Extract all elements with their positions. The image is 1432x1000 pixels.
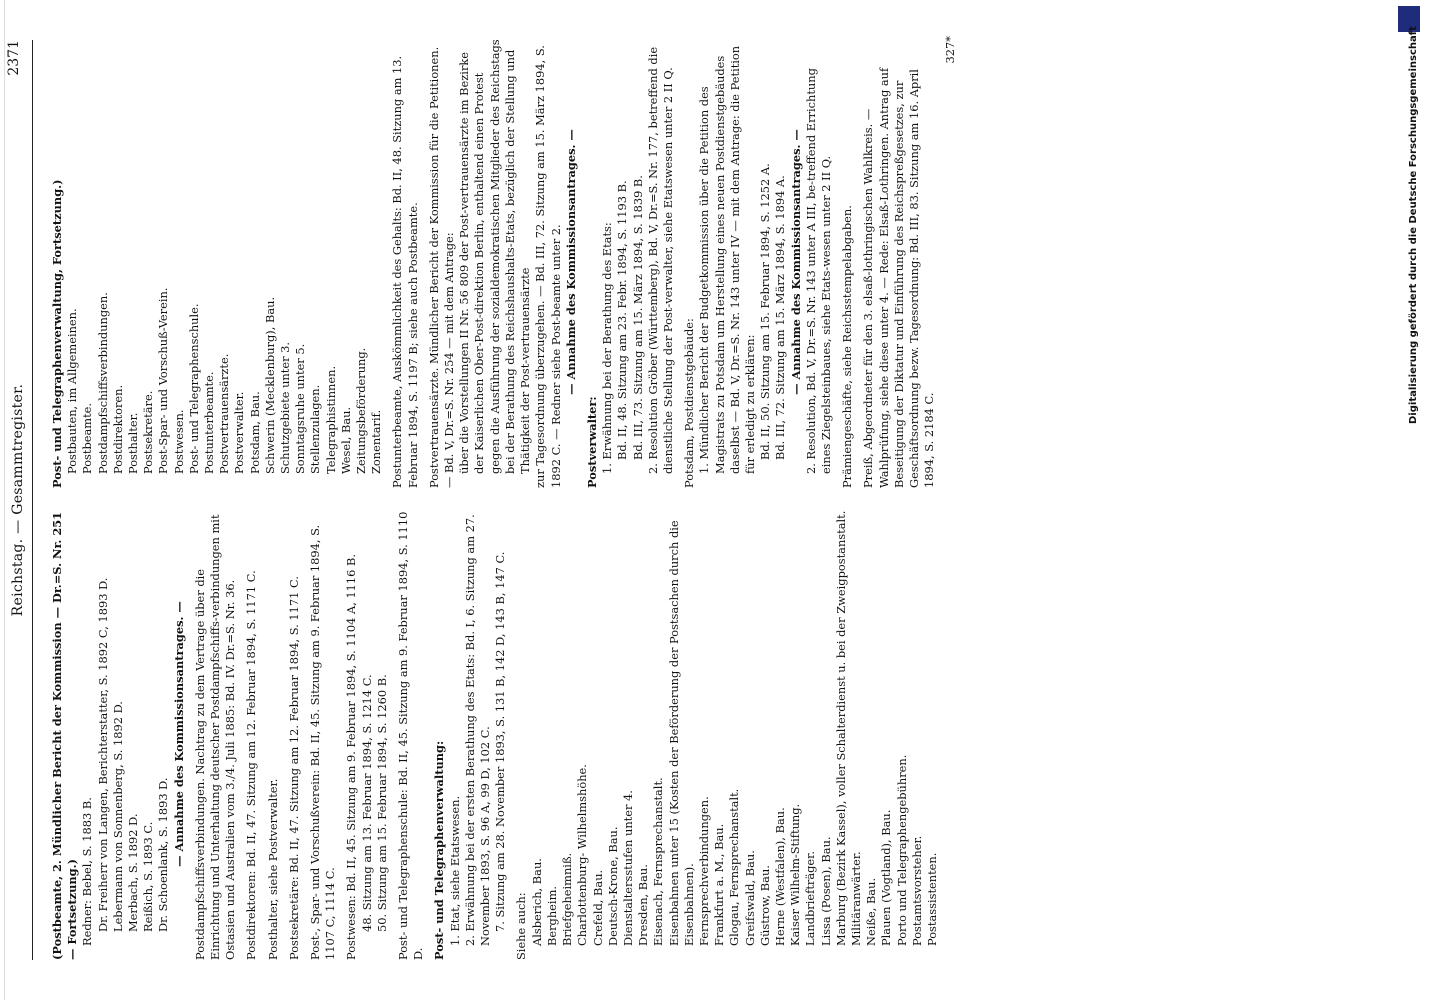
list-item: Posthalter.: [126, 412, 141, 474]
list-item: Lissa (Posen), Bau.: [818, 836, 833, 946]
list-item: Marburg (Bezirk Kassel), voller Schalterdienst u. bei der Zweigpostanstalt.: [833, 510, 848, 946]
text-line: Bd. III, 72. Sitzung am 15. März 1894, S. 1894 A.: [773, 175, 788, 460]
list-item: Fernsprechverbindungen.: [696, 796, 711, 946]
digitization-notice: [1398, 6, 1418, 426]
list-item: Stellenzulagen.: [308, 384, 323, 474]
text-line: Bd. III, 73. Sitzung am 15. März 1894, S. 1839 B.: [630, 175, 645, 460]
entry-verwaltung: [432, 508, 508, 960]
text-line: über die Vorstellungen II Nr. 56 809 der Post-vertrauensärzte im Bezirke der Kaiserlichen Ober-Post-direktion Berlin, enthaltend einen Protest gegen die Ausführung der sozialdemokratischen Mitglieder des Reichstags bei der Berathung des Reichshaushalts-Etats, bezüglich der Stellung und Thätigkeit der Post-vertrauensärzte: [457, 39, 533, 474]
list-item: Postbeamte.: [80, 402, 95, 474]
left-column: [50, 508, 946, 960]
entry-postbeamte-cont: [50, 508, 187, 960]
text-line: Post- und Telegraphenverwaltung:: [432, 740, 447, 960]
text-line: Post- und Telegraphenverwaltung, Fortsetzung.): [50, 179, 64, 488]
list-item: Potsdam, Bau.: [247, 391, 262, 474]
text-line: 50. Sitzung am 15. Februar 1894, S. 1260 B.: [374, 674, 389, 932]
list-item: Deutsch-Krone, Bau.: [605, 826, 620, 946]
entry: Posthalter, siehe Postverwalter.: [265, 778, 280, 960]
page-number: 2371: [6, 40, 22, 76]
text-line: 1. Mündlicher Bericht der Budgetkommission über die Petition des Magistrats zu Potsdam um Herstellung eines neuen Postdienstgebäudes daselbst — Bd. V, Dr.=S. Nr. 143 unter IV — mit dem Antrage: die Petition für erledigt zu erklären:: [697, 45, 757, 474]
text-line: Dr. Schoenlank, S. 1893 D.: [156, 777, 171, 932]
entry-potsdam: [682, 36, 834, 488]
list-item: Alsberich, Bau.: [529, 858, 544, 946]
list-item: Glogau, Fernsprechanstalt.: [727, 788, 742, 946]
list-item: Dresden, Bau.: [636, 864, 651, 946]
list-item: Zeitungsbeförderung.: [354, 347, 369, 474]
text-line: Merbach, S. 1892 D.: [126, 813, 141, 932]
list-item: Sonntagsruhe unter 5.: [293, 343, 308, 474]
text-line: Postvertrauensärzte. Mündlicher Bericht der Kommission für die Petitionen. — Bd. V, Dr.=S. Nr. 254 — mit dem Antrage:: [426, 46, 457, 488]
list-item: Postdirektoren.: [110, 384, 125, 474]
entry: Postdampfschiffsverbindungen. Nachtrag zu dem Vertrage über die Einrichtung und Unterhaltung deutscher Postdampfschiffs-verbindungen mit Ostasien und Australien vom 3./4. Juli 1885: Bd. IV. Dr.=S. Nr. 36.: [192, 514, 238, 960]
list-item: Eisenach, Fernsprechanstalt.: [651, 777, 666, 946]
text-line: 2. Erwähnung bei der ersten Berathung des Etats: Bd. I, 6. Sitzung am 27. November 1893, S. 96 A, 99 D, 102 C.: [462, 514, 493, 946]
text-line: Redner: Bebel, S. 1883 B.: [80, 797, 95, 946]
see-also-list: [514, 508, 940, 960]
text-line: 2. Resolution, Bd. V, Dr.=S. Nr. 143 unter A III, be-treffend Errichtung eines Ziegelsteinbaues, siehe Etats-wesen unter 2 II Q.: [803, 68, 833, 474]
digitization-text: Digitalisierung gefördert durch die Deutsche Forschungsgemeinschaft: [1408, 26, 1419, 424]
text-line: Bd. II, 48. Sitzung am 23. Febr. 1894, S. 1193 B.: [615, 180, 630, 460]
entry-preiss: Preiß, Abgeordneter für den 3. elsaß-lothringischen Wahlkreis. — Wahlprüfung, siehe diese unter 4. — Rede: Elsaß-Lothringen. Antrag auf Beseitigung der Diktatur und Einführung des Reichspreßgesetzes, zur Geschäftsordnung bezw. Tagesordnung: Bd. III, 83. Sitzung am 16. April 1894, S. 2184 C.: [861, 67, 937, 488]
list-item: Postassistenten.: [924, 852, 939, 946]
list-item: Briefgeheimniß.: [560, 852, 575, 946]
text-line: — Annahme des Kommissionsantrages. —: [563, 129, 578, 395]
right-column: [50, 36, 959, 488]
list-item: Neiße, Bau.: [864, 877, 879, 946]
entry: Postdirektoren: Bd. II, 47. Sitzung am 12. Februar 1894, S. 1171 C.: [244, 570, 259, 960]
list-item: Schutzgebiete unter 3.: [278, 341, 293, 474]
list-item: Plauen (Vogtland), Bau.: [879, 809, 894, 946]
list-item: Post-Spar- und Vorschuß-Verein.: [156, 287, 171, 474]
list-item: Landbriefträger.: [803, 851, 818, 946]
list-item: Postdampfschiffsverbindungen.: [95, 292, 110, 474]
list-item: Greifswald, Bau.: [742, 850, 757, 946]
text-line: Postverwalter:: [584, 396, 599, 488]
list-item: Crefeld, Bau.: [590, 869, 605, 946]
list-item: Porto und Telegraphengebühren.: [894, 754, 909, 946]
text-line: (Postbeamte, 2. Mündlicher Bericht der Kommission — Dr.=S. Nr. 251 — Fortsetzung.): [50, 511, 80, 960]
text-line: Bd. II, 50. Sitzung am 15. Februar 1894, S. 1252 A.: [758, 163, 773, 460]
list-item: Militäranwärter.: [848, 851, 863, 946]
list-item: Post- und Telegraphenschule.: [186, 303, 201, 474]
list-item: Postbauten, im Allgemeinen.: [65, 308, 80, 474]
text-line: 2. Resolution Gröber (Württemberg), Bd. V, Dr.=S. Nr. 177, betreffend die dienstliche Stellung der Post-verwalter, siehe Etatswesen unter 2 II Q.: [645, 46, 675, 474]
list-item: Kaiser Wilhelm-Stiftung.: [788, 803, 803, 946]
text-line: — Annahme des Kommissionsantrages. —: [171, 601, 186, 867]
text-line: 1. Etat, siehe Etatswesen.: [447, 795, 462, 946]
list-item: Herne (Westfalen), Bau.: [772, 807, 787, 946]
list-item: Güstrow, Bau.: [757, 865, 772, 946]
list-item: Zonentarif.: [369, 409, 384, 474]
list-item: Bergheim.: [544, 886, 559, 946]
list-item: Telegraphistinnen.: [323, 365, 338, 474]
entry-vertrauensaerzte: [427, 36, 579, 488]
entry-postverwalter: [585, 36, 676, 488]
list-item: Frankfurt a. M., Bau.: [712, 823, 727, 946]
list-item: Postverwalter.: [232, 391, 247, 474]
list-item: Charlottenburg- Wilhelmshöhe.: [575, 764, 590, 946]
list-item: Postamtsvorsteher.: [909, 835, 924, 946]
text-line: Siehe auch:: [514, 892, 529, 960]
list-item: Postvertrauensärzte.: [217, 353, 232, 474]
running-title: Reichstag. — Gesammtregister.: [10, 383, 26, 617]
page-header: [6, 40, 44, 960]
list-item: Postunterbeamte.: [202, 371, 217, 474]
text-line: Reißich, S. 1893 C.: [141, 821, 156, 932]
list-item: Postsekretäre.: [141, 390, 156, 474]
text-line: Potsdam, Postdienstgebäude:: [682, 318, 697, 488]
text-line: Postwesen: Bd. II, 45. Sitzung am 9. Februar 1894, S. 1104 A, 1116 B.: [344, 553, 359, 960]
entry-postwesen: [344, 508, 390, 960]
text-line: zur Tagesordnung überzugehen. — Bd. III, 72. Sitzung am 15. März 1894, S. 1892 C. — Redner siehe Post-beamte unter 2.: [533, 45, 563, 488]
entry: Prämiengeschäfte, siehe Reichsstempelabgaben.: [840, 205, 855, 488]
list-item: Wesel, Bau.: [338, 406, 353, 474]
text-line: Dr. Freiherr von Langen, Berichterstatter, S. 1892 C, 1893 D.: [95, 577, 110, 932]
entry-verwaltung-cont: [50, 36, 384, 488]
list-item: Eisenbahnen unter 15 (Kosten der Beförderung der Postsachen durch die Eisenbahnen).: [666, 520, 696, 946]
text-line: — Annahme des Kommissionsantrages. —: [788, 129, 803, 395]
text-line: Lebermann von Sonnenberg, S. 1892 D.: [110, 701, 125, 932]
entry: Post- und Telegraphenschule: Bd. II, 45. Sitzung am 9. Februar 1894, S. 1110 D.: [396, 511, 426, 960]
list-item: Schwerin (Mecklenburg), Bau.: [262, 296, 277, 474]
list-item: Postwesen.: [171, 409, 186, 474]
entry: Post-, Spar- und Vorschußverein: Bd. II, 45. Sitzung am 9. Februar 1894, S. 1107 C, 1114 C.: [308, 524, 338, 960]
list-item: Dienstaltersstufen unter 4.: [620, 790, 635, 946]
header-rule: [32, 40, 33, 960]
text-line: 1. Erwähnung bei der Berathung des Etats:: [600, 222, 615, 474]
entry: Postunterbeamte, Auskömmlichkeit des Gehalts: Bd. II, 48. Sitzung am 13. Februar 1894, S. 1197 B; siehe auch Postbeamte.: [390, 55, 420, 488]
entry: Postsekretäre: Bd. II, 47. Sitzung am 12. Februar 1894, S. 1171 C.: [286, 576, 301, 960]
text-line: 48. Sitzung am 13. Februar 1894, S. 1214 C.: [359, 674, 374, 932]
text-line: 7. Sitzung am 28. November 1893, S. 131 B, 142 D, 143 B, 147 C.: [493, 551, 508, 932]
signature-mark: 327*: [943, 36, 958, 64]
